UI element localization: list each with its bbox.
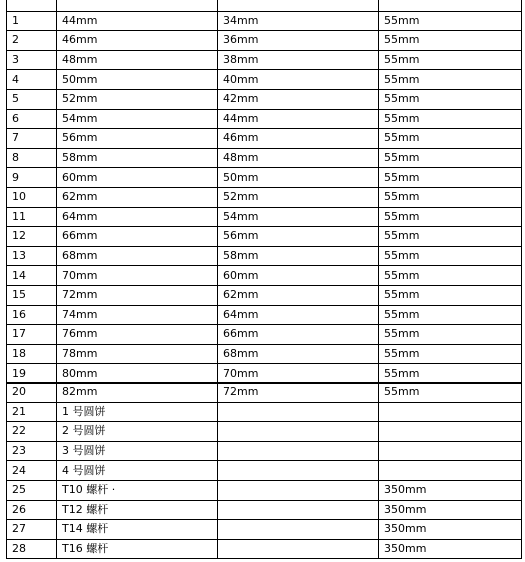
table-row [7,129,522,149]
cell-spec-c: 350mm [379,539,522,559]
cell-spec-a: 46mm [57,31,218,51]
cell-spec-a: 70mm [57,266,218,286]
cell-spec-b [218,422,379,442]
cell-spec-c [379,422,522,442]
cell-number: 18 [7,344,57,364]
cell-spec-c: 55mm [379,187,522,207]
cell-spec-c: 55mm [379,266,522,286]
cell-number: 17 [7,325,57,345]
cell-spec-a [57,0,218,11]
table-row [7,305,522,325]
cell-spec-b: 62mm [218,285,379,305]
table-row [7,325,522,345]
cell-spec-b: 72mm [218,383,379,403]
cell-spec-b [218,480,379,500]
cell-spec-a: 68mm [57,246,218,266]
table-row [7,227,522,247]
table-row [7,109,522,129]
cell-spec-b [218,0,379,11]
cell-spec-a: 3 号圆饼 [57,441,218,461]
cell-spec-a: T16 螺杆 [57,539,218,559]
cell-number: 8 [7,148,57,168]
cell-number [7,0,57,11]
cell-spec-b: 64mm [218,305,379,325]
cell-number: 19 [7,364,57,384]
cell-spec-b: 54mm [218,207,379,227]
cell-spec-b: 56mm [218,227,379,247]
cell-number: 9 [7,168,57,188]
cell-number: 3 [7,50,57,70]
table-row [7,207,522,227]
cell-number: 1 [7,11,57,31]
cell-spec-a: 78mm [57,344,218,364]
cell-spec-a: 60mm [57,168,218,188]
cell-spec-b: 40mm [218,70,379,90]
cell-spec-b: 48mm [218,148,379,168]
cell-number: 15 [7,285,57,305]
table-row [7,50,522,70]
table-row [7,480,522,500]
cell-spec-c: 350mm [379,480,522,500]
table-row [7,266,522,286]
cell-spec-a: 44mm [57,11,218,31]
cell-number: 20 [7,383,57,403]
cell-spec-c: 55mm [379,50,522,70]
cell-spec-b: 52mm [218,187,379,207]
table-row [7,148,522,168]
cell-number: 7 [7,129,57,149]
table-row [7,441,522,461]
cell-number: 12 [7,227,57,247]
cell-spec-c: 55mm [379,383,522,403]
cell-spec-c: 55mm [379,305,522,325]
cell-number: 23 [7,441,57,461]
cell-spec-c: 55mm [379,129,522,149]
cell-spec-a: 76mm [57,325,218,345]
spec-table-top-body [7,0,522,383]
cell-spec-a: 52mm [57,89,218,109]
cell-spec-a: 56mm [57,129,218,149]
cell-spec-c: 350mm [379,500,522,520]
cell-number: 10 [7,187,57,207]
table-row [7,89,522,109]
cell-spec-c: 55mm [379,70,522,90]
table-row [7,520,522,540]
cell-spec-b: 38mm [218,50,379,70]
cell-number: 6 [7,109,57,129]
table-row [7,539,522,559]
cell-spec-c: 55mm [379,227,522,247]
cell-spec-b [218,539,379,559]
cell-spec-b: 70mm [218,364,379,384]
cell-spec-a: 48mm [57,50,218,70]
cell-spec-c [379,0,522,11]
cell-spec-b: 66mm [218,325,379,345]
cell-spec-b [218,461,379,481]
table-row [7,0,522,11]
cell-spec-c: 55mm [379,285,522,305]
spec-table-bottom [6,382,522,559]
cell-spec-c: 55mm [379,325,522,345]
table-row [7,422,522,442]
cell-spec-b: 50mm [218,168,379,188]
table-row [7,285,522,305]
cell-spec-a: T12 螺杆 [57,500,218,520]
cell-number: 5 [7,89,57,109]
cell-spec-c: 55mm [379,344,522,364]
cell-spec-a: 62mm [57,187,218,207]
cell-spec-a: 4 号圆饼 [57,461,218,481]
cell-spec-b: 58mm [218,246,379,266]
cell-spec-a: 50mm [57,70,218,90]
table-row [7,11,522,31]
cell-spec-b: 60mm [218,266,379,286]
table-row [7,500,522,520]
cell-spec-c: 55mm [379,109,522,129]
cell-number: 14 [7,266,57,286]
cell-spec-b: 42mm [218,89,379,109]
cell-number: 28 [7,539,57,559]
cell-number: 24 [7,461,57,481]
cell-spec-c: 55mm [379,168,522,188]
table-row [7,364,522,384]
cell-number: 16 [7,305,57,325]
cell-number: 25 [7,480,57,500]
cell-number: 2 [7,31,57,51]
cell-spec-b: 68mm [218,344,379,364]
cell-spec-a: 64mm [57,207,218,227]
cell-number: 13 [7,246,57,266]
cell-spec-b: 36mm [218,31,379,51]
cell-spec-a: 74mm [57,305,218,325]
cell-spec-a: T14 螺杆 [57,520,218,540]
cell-number: 26 [7,500,57,520]
cell-spec-c [379,402,522,422]
cell-spec-b: 44mm [218,109,379,129]
cell-spec-a: 1 号圆饼 [57,402,218,422]
table-row [7,344,522,364]
cell-spec-c: 55mm [379,207,522,227]
cell-number: 27 [7,520,57,540]
table-row [7,383,522,403]
cell-spec-a: 58mm [57,148,218,168]
cell-spec-a: 72mm [57,285,218,305]
cell-spec-a: T10 螺杆 · [57,480,218,500]
cell-spec-b: 34mm [218,11,379,31]
cell-spec-b [218,520,379,540]
cell-number: 22 [7,422,57,442]
cell-spec-c: 350mm [379,520,522,540]
cell-spec-c: 55mm [379,31,522,51]
cell-spec-a: 2 号圆饼 [57,422,218,442]
cell-spec-c: 55mm [379,89,522,109]
cell-spec-b: 46mm [218,129,379,149]
cell-spec-b [218,441,379,461]
cell-spec-a: 82mm [57,383,218,403]
table-row [7,187,522,207]
cell-spec-c [379,441,522,461]
cell-spec-c: 55mm [379,11,522,31]
cell-spec-c: 55mm [379,148,522,168]
cell-number: 11 [7,207,57,227]
table-row [7,168,522,188]
cell-spec-b [218,500,379,520]
spec-table-top [6,0,522,384]
cell-spec-c: 55mm [379,364,522,384]
table-row [7,461,522,481]
spec-table-bottom-body [7,383,522,559]
table-row [7,70,522,90]
table-row [7,246,522,266]
cell-spec-a: 54mm [57,109,218,129]
table-row [7,402,522,422]
cell-number: 21 [7,402,57,422]
cell-spec-a: 66mm [57,227,218,247]
cell-spec-b [218,402,379,422]
table-row [7,31,522,51]
cell-number: 4 [7,70,57,90]
cell-spec-c: 55mm [379,246,522,266]
cell-spec-a: 80mm [57,364,218,384]
cell-spec-c [379,461,522,481]
